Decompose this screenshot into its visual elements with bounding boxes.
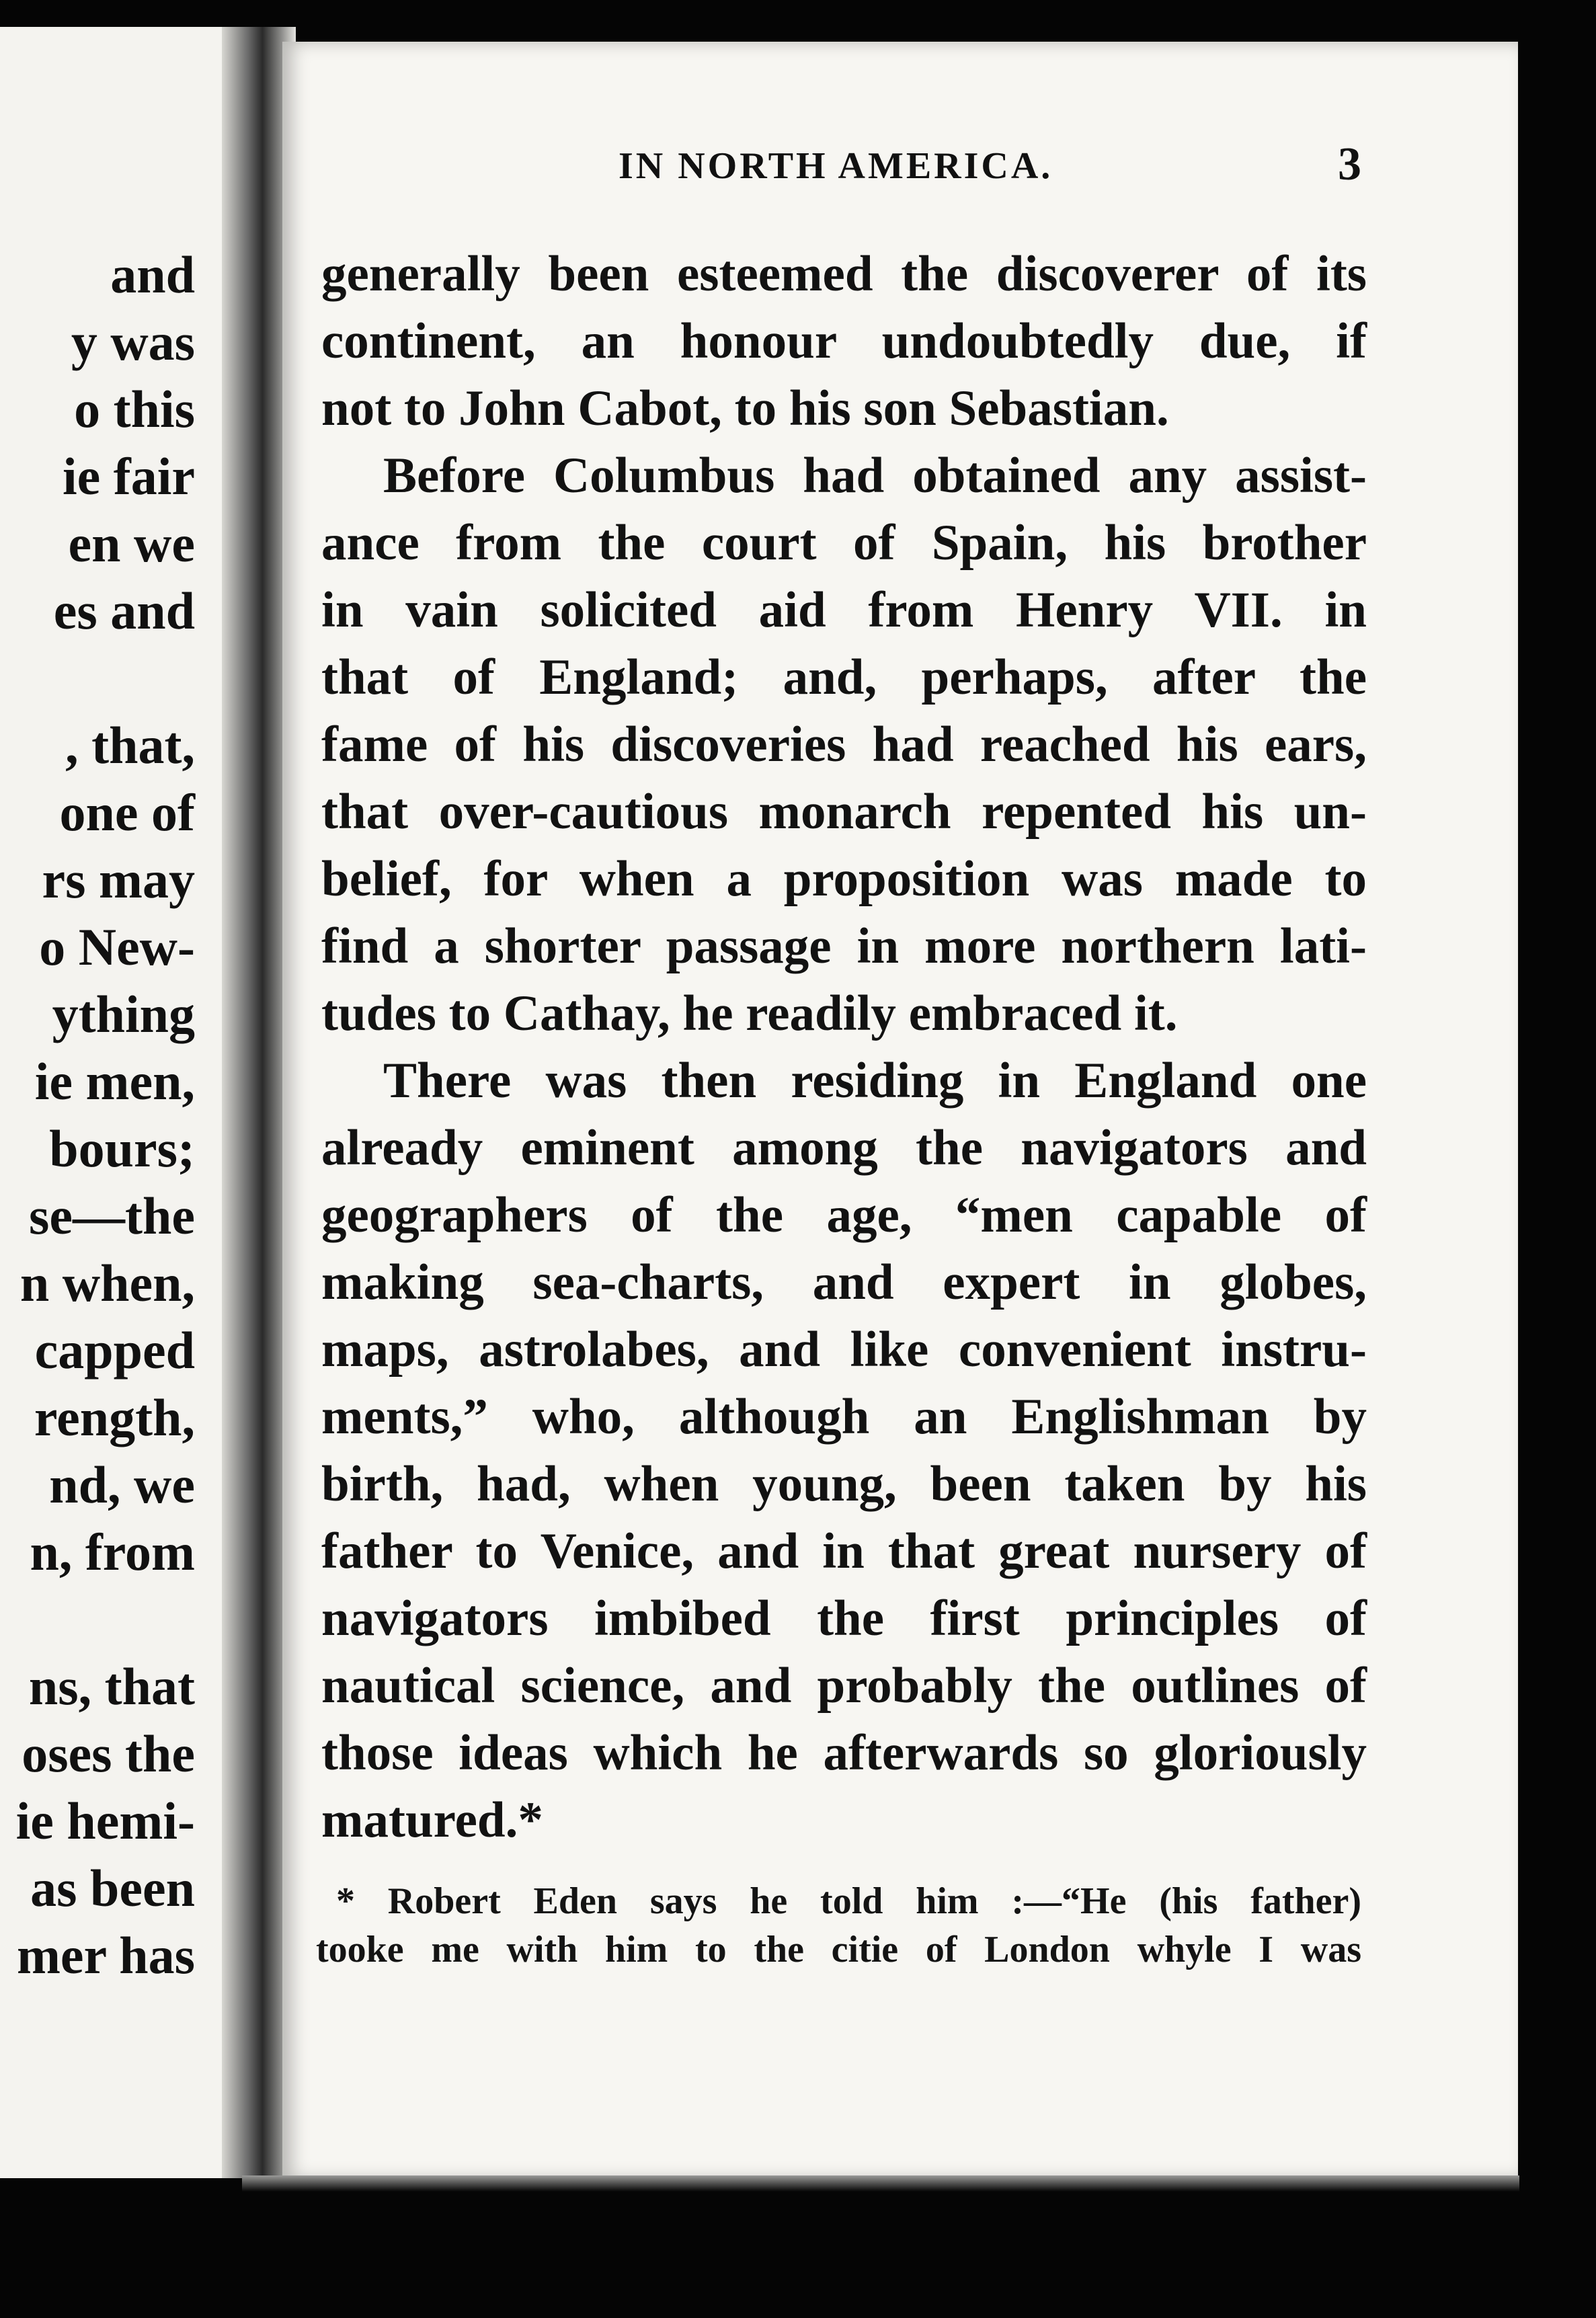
left-page-line: y was: [71, 313, 195, 371]
left-page-line: and: [110, 245, 195, 304]
left-page-line: mer has: [16, 1926, 195, 1985]
body-text-line: navigators imbibed the first principles of: [321, 1591, 1367, 1646]
body-text-line: ance from the court of Spain, his brother: [321, 515, 1367, 571]
body-text-line: maps, astrolabes, and like convenient instru-: [321, 1322, 1367, 1377]
body-text-line: that of England; and, perhaps, after the: [321, 649, 1367, 705]
body-text-line: matured.*: [321, 1792, 543, 1848]
left-page-line: ns, that: [28, 1657, 195, 1716]
body-text-line: tudes to Cathay, he readily embraced it.: [321, 986, 1178, 1041]
body-text-line: continent, an honour undoubtedly due, if: [321, 313, 1367, 369]
body-text-line: find a shorter passage in more northern lati-: [321, 918, 1367, 974]
body-text-line: nautical science, and probably the outlines of: [321, 1658, 1367, 1714]
body-text-line: belief, for when a proposition was made to: [321, 851, 1367, 907]
body-text-line: father to Venice, and in that great nursery of: [321, 1523, 1367, 1579]
body-text-line: fame of his discoveries had reached his ears,: [321, 717, 1367, 772]
left-page-line: n, from: [30, 1523, 195, 1581]
body-text-line: those ideas which he afterwards so gloriously: [321, 1725, 1367, 1781]
left-page-line: rength,: [34, 1388, 195, 1447]
body-text-line: not to John Cabot, to his son Sebastian.: [321, 381, 1169, 436]
left-page-line: ie fair: [62, 447, 195, 506]
left-page-line: en we: [68, 514, 195, 573]
left-page-line: ything: [52, 985, 195, 1043]
body-text-line: ments,” who, although an Englishman by: [321, 1389, 1367, 1445]
body-text-line: geographers of the age, “men capable of: [321, 1187, 1367, 1243]
body-text-line: Before Columbus had obtained any assist-: [383, 448, 1367, 504]
left-page-line: rs may: [42, 850, 195, 909]
left-page-line: es and: [53, 582, 195, 640]
page-edge-shadow: [242, 2175, 1519, 2192]
footnote-line: * Robert Eden says he told him :—“He (his father): [336, 1880, 1361, 1922]
left-page-line: ie men,: [34, 1052, 195, 1111]
left-page-line: one of: [59, 783, 195, 842]
page-number: 3: [1338, 138, 1361, 190]
left-page-line: n when,: [19, 1254, 195, 1312]
body-text-line: birth, had, when young, been taken by his: [321, 1456, 1367, 1512]
left-page-line: bours;: [49, 1119, 195, 1178]
left-page-line: as been: [30, 1859, 195, 1917]
left-page-line: o New-: [39, 918, 195, 976]
left-page-line: ie hemi-: [15, 1792, 195, 1850]
body-text-line: making sea-charts, and expert in globes,: [321, 1254, 1367, 1310]
body-text-line: There was then residing in England one: [383, 1053, 1367, 1109]
body-text-line: generally been esteemed the discoverer of its: [321, 246, 1367, 302]
body-text-line: that over-cautious monarch repented his un-: [321, 784, 1367, 840]
left-page-line: , that,: [65, 716, 195, 774]
body-text-line: already eminent among the navigators and: [321, 1120, 1367, 1176]
body-text-line: in vain solicited aid from Henry VII. in: [321, 582, 1367, 638]
left-page-line: nd, we: [49, 1455, 195, 1514]
left-page-line: capped: [34, 1321, 195, 1380]
running-head: IN NORTH AMERICA.: [619, 145, 1053, 187]
footnote-line: tooke me with him to the citie of London whyle I was: [316, 1929, 1361, 1970]
previous-page-fragment: [0, 27, 242, 2178]
left-page-line: o this: [74, 380, 195, 438]
left-page-line: oses the: [22, 1724, 195, 1783]
left-page-line: se—the: [29, 1187, 195, 1245]
